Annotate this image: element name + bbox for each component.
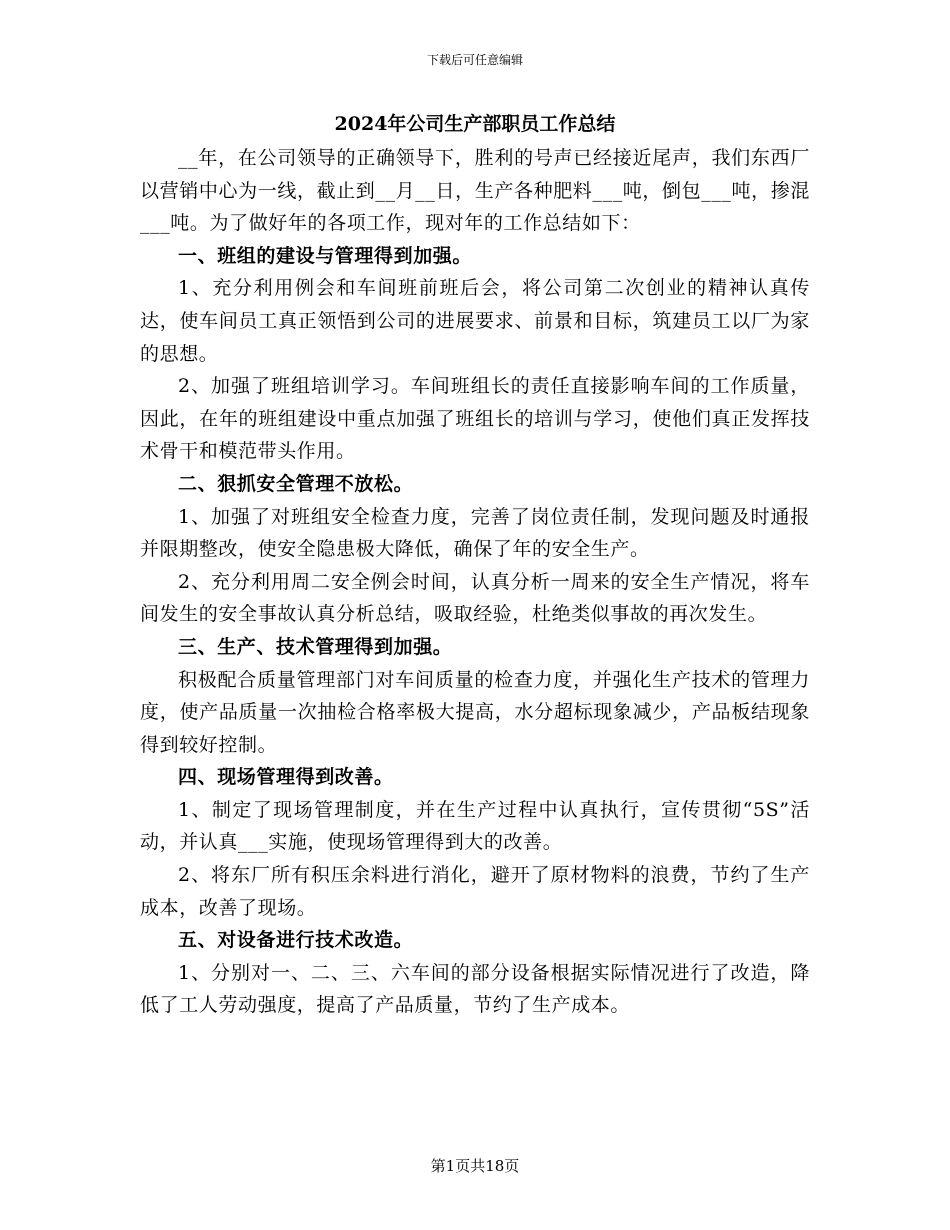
section-heading-3: 三、生产、技术管理得到加强。 xyxy=(178,635,453,658)
section-heading-2: 二、狠抓安全管理不放松。 xyxy=(178,472,414,495)
section-heading-1: 一、班组的建设与管理得到加强。 xyxy=(178,244,473,267)
body-paragraph: 1、充分利用例会和车间班前班后会，将公司第二次创业的精神认真传达，使车间员工真正领悟到公司的进展要求、前景和目标，筑建员工以厂为家的思想。 xyxy=(140,277,810,365)
page-number: 第1页共18页 xyxy=(430,1157,520,1175)
body-paragraph: 1、制定了现场管理制度，并在生产过程中认真执行，宣传贯彻“5S”活动，并认真___实施，使现场管理得到大的改善。 xyxy=(140,798,810,854)
body-paragraph: 2、充分利用周二安全例会时间，认真分析一周来的安全生产情况，将车间发生的安全事故认真分析总结，吸取经验，杜绝类似事故的再次发生。 xyxy=(140,570,810,626)
section-heading-4: 四、现场管理得到改善。 xyxy=(178,766,394,789)
intro-paragraph: __年，在公司领导的正确领导下，胜利的号声已经接近尾声，我们东西厂以营销中心为一线，截止到__月__日，生产各种肥料___吨，倒包___吨，掺混___吨。为了做好年的各项工作，现对年的工作总结如下： xyxy=(140,147,810,235)
document-title: 2024年公司生产部职员工作总结 xyxy=(334,113,616,135)
document-body xyxy=(140,142,810,1022)
body-paragraph: 积极配合质量管理部门对车间质量的检查力度，并强化生产技术的管理力度，使产品质量一次抽检合格率极大提高，水分超标现象减少，产品板结现象得到较好控制。 xyxy=(140,668,810,756)
body-paragraph: 1、加强了对班组安全检查力度，完善了岗位责任制，发现问题及时通报并限期整改，使安全隐患极大降低，确保了年的安全生产。 xyxy=(140,505,810,561)
body-paragraph: 2、将东厂所有积压余料进行消化，避开了原材物料的浪费，节约了生产成本，改善了现场。 xyxy=(140,864,810,919)
section-heading-5: 五、对设备进行技术改造。 xyxy=(178,929,414,952)
body-paragraph: 1、分别对一、二、三、六车间的部分设备根据实际情况进行了改造，降低了工人劳动强度，提高了产品质量，节约了生产成本。 xyxy=(140,961,810,1017)
page-header: 下载后可任意编辑 xyxy=(426,53,523,67)
body-paragraph: 2、加强了班组培训学习。车间班组长的责任直接影响车间的工作质量，因此，在年的班组建设中重点加强了班组长的培训与学习，使他们真正发挥技术骨干和模范带头作用。 xyxy=(140,375,810,463)
